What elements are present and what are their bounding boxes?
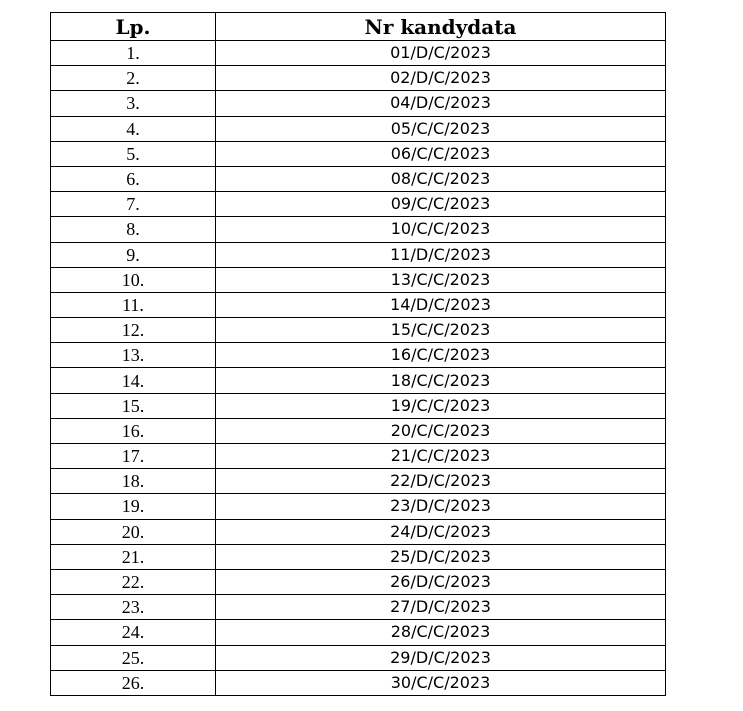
row-candidate-number-cell: 18/C/C/2023 [216,368,666,393]
table-row [51,217,666,242]
row-candidate-number-cell: 25/D/C/2023 [216,544,666,569]
row-lp-cell: 5. [51,141,216,166]
table-row [51,116,666,141]
row-candidate-number-cell: 09/C/C/2023 [216,192,666,217]
table-body [51,41,666,696]
row-lp-cell: 13. [51,343,216,368]
table-row [51,393,666,418]
row-candidate-number-cell: 21/C/C/2023 [216,444,666,469]
row-lp-cell: 22. [51,569,216,594]
table-row [51,292,666,317]
table-row [51,267,666,292]
row-candidate-number-cell: 20/C/C/2023 [216,418,666,443]
table-row [51,242,666,267]
row-candidate-number-cell: 11/D/C/2023 [216,242,666,267]
table-row [51,418,666,443]
table-row [51,343,666,368]
table-row [51,66,666,91]
table-row [51,519,666,544]
row-lp-cell: 26. [51,670,216,695]
header-lp: Lp. [51,13,216,41]
row-lp-cell: 12. [51,318,216,343]
table-row [51,41,666,66]
row-lp-cell: 3. [51,91,216,116]
table-row [51,192,666,217]
table-row [51,469,666,494]
row-candidate-number-cell: 04/D/C/2023 [216,91,666,116]
table-row [51,368,666,393]
row-lp-cell: 25. [51,645,216,670]
row-lp-cell: 10. [51,267,216,292]
row-candidate-number-cell: 15/C/C/2023 [216,318,666,343]
row-candidate-number-cell: 30/C/C/2023 [216,670,666,695]
row-candidate-number-cell: 16/C/C/2023 [216,343,666,368]
table-row [51,494,666,519]
row-lp-cell: 17. [51,444,216,469]
table-row [51,141,666,166]
table-row [51,544,666,569]
row-lp-cell: 14. [51,368,216,393]
row-lp-cell: 2. [51,66,216,91]
row-lp-cell: 8. [51,217,216,242]
row-lp-cell: 1. [51,41,216,66]
row-candidate-number-cell: 28/C/C/2023 [216,620,666,645]
table-row [51,645,666,670]
row-candidate-number-cell: 14/D/C/2023 [216,292,666,317]
row-lp-cell: 21. [51,544,216,569]
header-candidate-number: Nr kandydata [216,13,666,41]
row-candidate-number-cell: 24/D/C/2023 [216,519,666,544]
row-candidate-number-cell: 26/D/C/2023 [216,569,666,594]
row-lp-cell: 24. [51,620,216,645]
row-candidate-number-cell: 29/D/C/2023 [216,645,666,670]
row-candidate-number-cell: 10/C/C/2023 [216,217,666,242]
header-row [51,13,666,41]
table-row [51,91,666,116]
candidates-table [50,12,666,696]
row-candidate-number-cell: 22/D/C/2023 [216,469,666,494]
table-row [51,670,666,695]
row-lp-cell: 11. [51,292,216,317]
table-row [51,620,666,645]
row-lp-cell: 6. [51,166,216,191]
row-candidate-number-cell: 08/C/C/2023 [216,166,666,191]
row-lp-cell: 23. [51,595,216,620]
row-lp-cell: 20. [51,519,216,544]
row-lp-cell: 19. [51,494,216,519]
row-candidate-number-cell: 01/D/C/2023 [216,41,666,66]
table-row [51,166,666,191]
row-lp-cell: 9. [51,242,216,267]
row-lp-cell: 18. [51,469,216,494]
row-lp-cell: 15. [51,393,216,418]
table-row [51,569,666,594]
row-candidate-number-cell: 02/D/C/2023 [216,66,666,91]
row-candidate-number-cell: 27/D/C/2023 [216,595,666,620]
table-row [51,444,666,469]
table-header [51,13,666,41]
table-row [51,318,666,343]
row-candidate-number-cell: 19/C/C/2023 [216,393,666,418]
row-candidate-number-cell: 23/D/C/2023 [216,494,666,519]
row-lp-cell: 4. [51,116,216,141]
row-lp-cell: 7. [51,192,216,217]
row-candidate-number-cell: 13/C/C/2023 [216,267,666,292]
row-candidate-number-cell: 05/C/C/2023 [216,116,666,141]
table-row [51,595,666,620]
row-lp-cell: 16. [51,418,216,443]
row-candidate-number-cell: 06/C/C/2023 [216,141,666,166]
